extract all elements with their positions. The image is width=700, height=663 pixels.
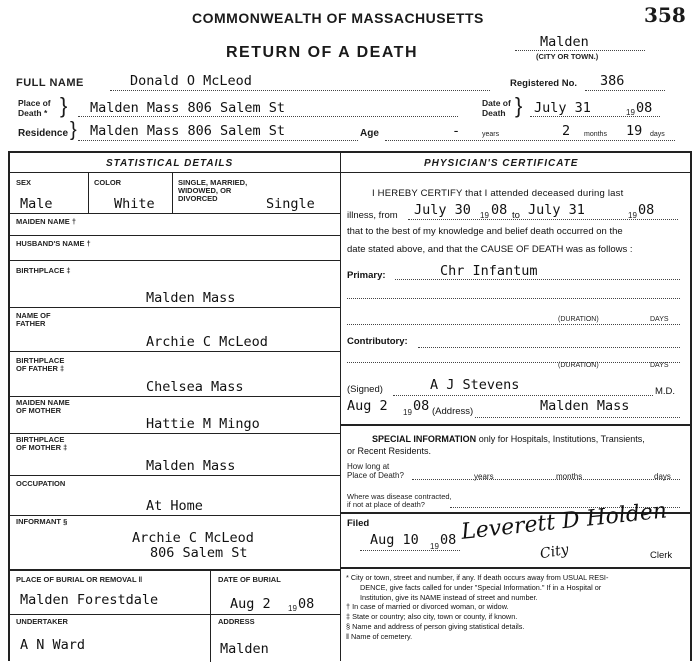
how-long-years-label: years (474, 472, 494, 481)
statistical-details-heading: STATISTICAL DETAILS (106, 158, 234, 169)
age-label: Age (360, 128, 379, 139)
contributory-duration-label: (DURATION) (558, 362, 599, 369)
registered-label: Registered No. (510, 78, 578, 89)
row-rule (8, 475, 341, 476)
burial-cell-divider (210, 570, 211, 662)
illness-to-label: to (512, 210, 520, 221)
color-value: White (114, 196, 155, 212)
color-label: COLOR (94, 178, 122, 187)
special-info-heading-rest: only for Hospitals, Institutions, Transients, (478, 434, 645, 444)
primary-days-label: DAYS (650, 316, 669, 323)
how-long-label: How long at Place of Death? (347, 462, 404, 480)
full-name-label: FULL NAME (16, 77, 84, 89)
filed-year-value: 08 (440, 532, 457, 548)
special-info-heading-2: or Recent Residents. (347, 446, 432, 456)
physician-address-underline (475, 417, 680, 418)
age-underline (385, 140, 675, 141)
contributory-label: Contributory: (347, 336, 408, 347)
footnote-item: ‡ State or country; also city, town or county, if known. (346, 612, 518, 622)
how-long-days-label: days (654, 472, 671, 481)
brace-icon: } (60, 93, 68, 118)
age-years-value: - (452, 123, 461, 139)
informant-address-value: 806 Salem St (150, 545, 248, 561)
burial-top-rule (8, 569, 341, 571)
age-months-label: months (584, 131, 607, 138)
certify-line-3: that to the best of my knowledge and belief death occurred on the (347, 226, 623, 237)
sex-value: Male (20, 196, 53, 212)
husbands-name-label: HUSBAND'S NAME † (16, 239, 91, 248)
brace-icon: } (70, 119, 77, 141)
marital-status-label: SINGLE, MARRIED, WIDOWED, OR DIVORCED (178, 178, 248, 203)
page-number: 358 (644, 3, 686, 27)
birthplace-label: BIRTHPLACE ‡ (16, 266, 71, 275)
filed-label: Filed (347, 518, 370, 529)
physicians-certificate-heading: PHYSICIAN'S CERTIFICATE (424, 158, 579, 169)
illness-from-year: 08 (491, 202, 508, 218)
marital-status-value: Single (266, 196, 315, 212)
undertaker-address-value: Malden (220, 641, 269, 657)
residence-label: Residence (18, 128, 69, 139)
date-of-death-underline (530, 116, 660, 117)
footnotes-top-rule (341, 567, 691, 569)
footnote-item: DENCE, give facts called for under "Special Information." If in a Hospital or (360, 582, 602, 592)
father-name-value: Archie C McLeod (146, 334, 268, 350)
document-title: RETURN OF A DEATH (226, 44, 419, 61)
filed-year-prefix: 19 (430, 542, 439, 551)
occupation-label: OCCUPATION (16, 479, 66, 488)
main-box-right-border (690, 151, 692, 661)
father-name-label: NAME OF FATHER (16, 311, 51, 328)
footnotes (346, 573, 608, 642)
main-box-left-border (8, 151, 10, 661)
burial-date-label: DATE OF BURIAL (218, 575, 281, 584)
footnote-item: ‖ Name of cemetery. (346, 631, 413, 641)
city-underline (515, 50, 645, 51)
row-rule (8, 515, 341, 516)
undertaker-address-label: ADDRESS (218, 617, 255, 626)
full-name-value: Donald O McLeod (130, 73, 252, 89)
row-rule (8, 614, 341, 615)
physician-address-label: (Address) (432, 406, 474, 417)
special-info-heading (372, 434, 645, 444)
burial-date-value: Aug 2 (230, 596, 271, 612)
brace-icon: } (515, 93, 523, 118)
registered-value: 386 (600, 73, 625, 89)
special-top-rule (341, 424, 691, 426)
birthplace-value: Malden Mass (146, 290, 236, 306)
place-of-death-label: Place of Death * (18, 98, 51, 118)
mother-name-value: Hattie M Mingo (146, 416, 260, 432)
clerk-signature-sub: City (538, 541, 570, 563)
footnote-item: Institution, give its NAME instead of street and number. (360, 592, 538, 602)
place-of-death-underline (78, 116, 458, 117)
maiden-name-label: MAIDEN NAME † (16, 217, 77, 226)
row-rule (8, 213, 341, 214)
column-divider (340, 151, 341, 661)
clerk-label: Clerk (650, 550, 673, 561)
registered-underline (585, 90, 665, 91)
row-rule (8, 260, 341, 261)
date-of-death-value: July 31 (534, 100, 591, 116)
age-days-value: 19 (626, 123, 643, 139)
cell-divider (172, 173, 173, 213)
signed-year-value: 08 (413, 398, 430, 414)
signed-underline (393, 395, 653, 396)
father-birthplace-value: Chelsea Mass (146, 379, 244, 395)
row-rule (8, 235, 341, 236)
age-years-label: years (482, 131, 500, 138)
special-info-heading-bold: SPECIAL INFORMATION (372, 434, 477, 444)
illness-underline (408, 219, 678, 220)
illness-to-year-prefix: 19 (628, 211, 637, 220)
primary-duration-label: (DURATION) (558, 316, 599, 323)
illness-to-year: 08 (638, 202, 655, 218)
date-of-death-label: Date of Death (482, 98, 511, 118)
place-of-death-value: Malden Mass 806 Salem St (90, 100, 286, 116)
filed-date-value: Aug 10 (370, 532, 419, 548)
mother-birthplace-label: BIRTHPLACE OF MOTHER ‡ (16, 435, 68, 452)
row-rule (8, 433, 341, 434)
illness-to-date: July 31 (528, 202, 585, 218)
certify-line-4: date stated above, and that the CAUSE OF DEATH was as follows : (347, 244, 633, 255)
burial-year-prefix: 19 (288, 604, 297, 613)
mother-birthplace-value: Malden Mass (146, 458, 236, 474)
main-box-top-border (8, 151, 692, 153)
residence-underline (78, 140, 358, 141)
signed-label: (Signed) (347, 384, 383, 395)
clerk-signature: Leverett D Holden (460, 498, 669, 545)
footnote-item: § Name and address of person giving statistical details. (346, 621, 525, 631)
informant-label: INFORMANT § (16, 517, 68, 526)
filed-underline (360, 550, 460, 551)
commonwealth-heading: COMMONWEALTH OF MASSACHUSETTS (192, 10, 484, 26)
primary-underline (395, 279, 680, 280)
age-months-value: 2 (562, 123, 571, 139)
row-rule (8, 307, 341, 308)
contributory-underline (418, 347, 680, 348)
undertaker-value: A N Ward (20, 637, 86, 653)
undertaker-label: UNDERTAKER (16, 617, 68, 626)
primary-cause-value: Chr Infantum (440, 263, 538, 279)
primary-duration-underline (347, 324, 680, 325)
sex-label: SEX (16, 178, 32, 187)
contributory-underline-2 (347, 362, 680, 363)
age-days-label: days (650, 131, 665, 138)
primary-underline-2 (347, 298, 680, 299)
occupation-value: At Home (146, 498, 203, 514)
city-value: Malden (540, 34, 589, 50)
date-of-death-year-prefix: 19 (626, 108, 635, 117)
physician-address-value: Malden Mass (540, 398, 630, 414)
burial-place-label: PLACE OF BURIAL OR REMOVAL ‖ (16, 575, 143, 584)
city-label: (CITY OR TOWN.) (536, 52, 599, 61)
burial-place-value: Malden Forestdale (20, 592, 159, 608)
illness-label: illness, from (347, 210, 398, 221)
section-header-rule (8, 172, 692, 173)
physician-signature-value: A J Stevens (430, 377, 520, 393)
burial-year-value: 08 (298, 596, 315, 612)
how-long-underline (412, 479, 680, 480)
footnote-item: * City or town, street and number, if any. If death occurs away from USUAL RESI- (346, 573, 609, 582)
illness-from-date: July 30 (414, 202, 471, 218)
father-birthplace-label: BIRTHPLACE OF FATHER ‡ (16, 356, 65, 373)
row-rule (8, 396, 341, 397)
md-label: M.D. (655, 386, 676, 397)
signed-date-value: Aug 2 (347, 398, 388, 414)
informant-name-value: Archie C McLeod (132, 530, 254, 546)
cell-divider (88, 173, 89, 213)
date-of-death-year: 08 (636, 100, 653, 116)
illness-from-year-prefix: 19 (480, 211, 489, 220)
full-name-underline (110, 90, 490, 91)
certify-line-1: I HEREBY CERTIFY that I attended deceased during last (372, 188, 624, 199)
footnote-item: † In case of married or divorced woman, or widow. (346, 602, 509, 612)
where-contracted-label: Where was disease contracted, if not at place of death? (347, 492, 452, 509)
mother-name-label: MAIDEN NAME OF MOTHER (16, 398, 70, 415)
signed-year-prefix: 19 (403, 408, 412, 417)
row-rule (8, 351, 341, 352)
contributory-days-label: DAYS (650, 362, 669, 369)
primary-label: Primary: (347, 270, 386, 281)
how-long-months-label: months (556, 472, 583, 481)
residence-value: Malden Mass 806 Salem St (90, 123, 286, 139)
